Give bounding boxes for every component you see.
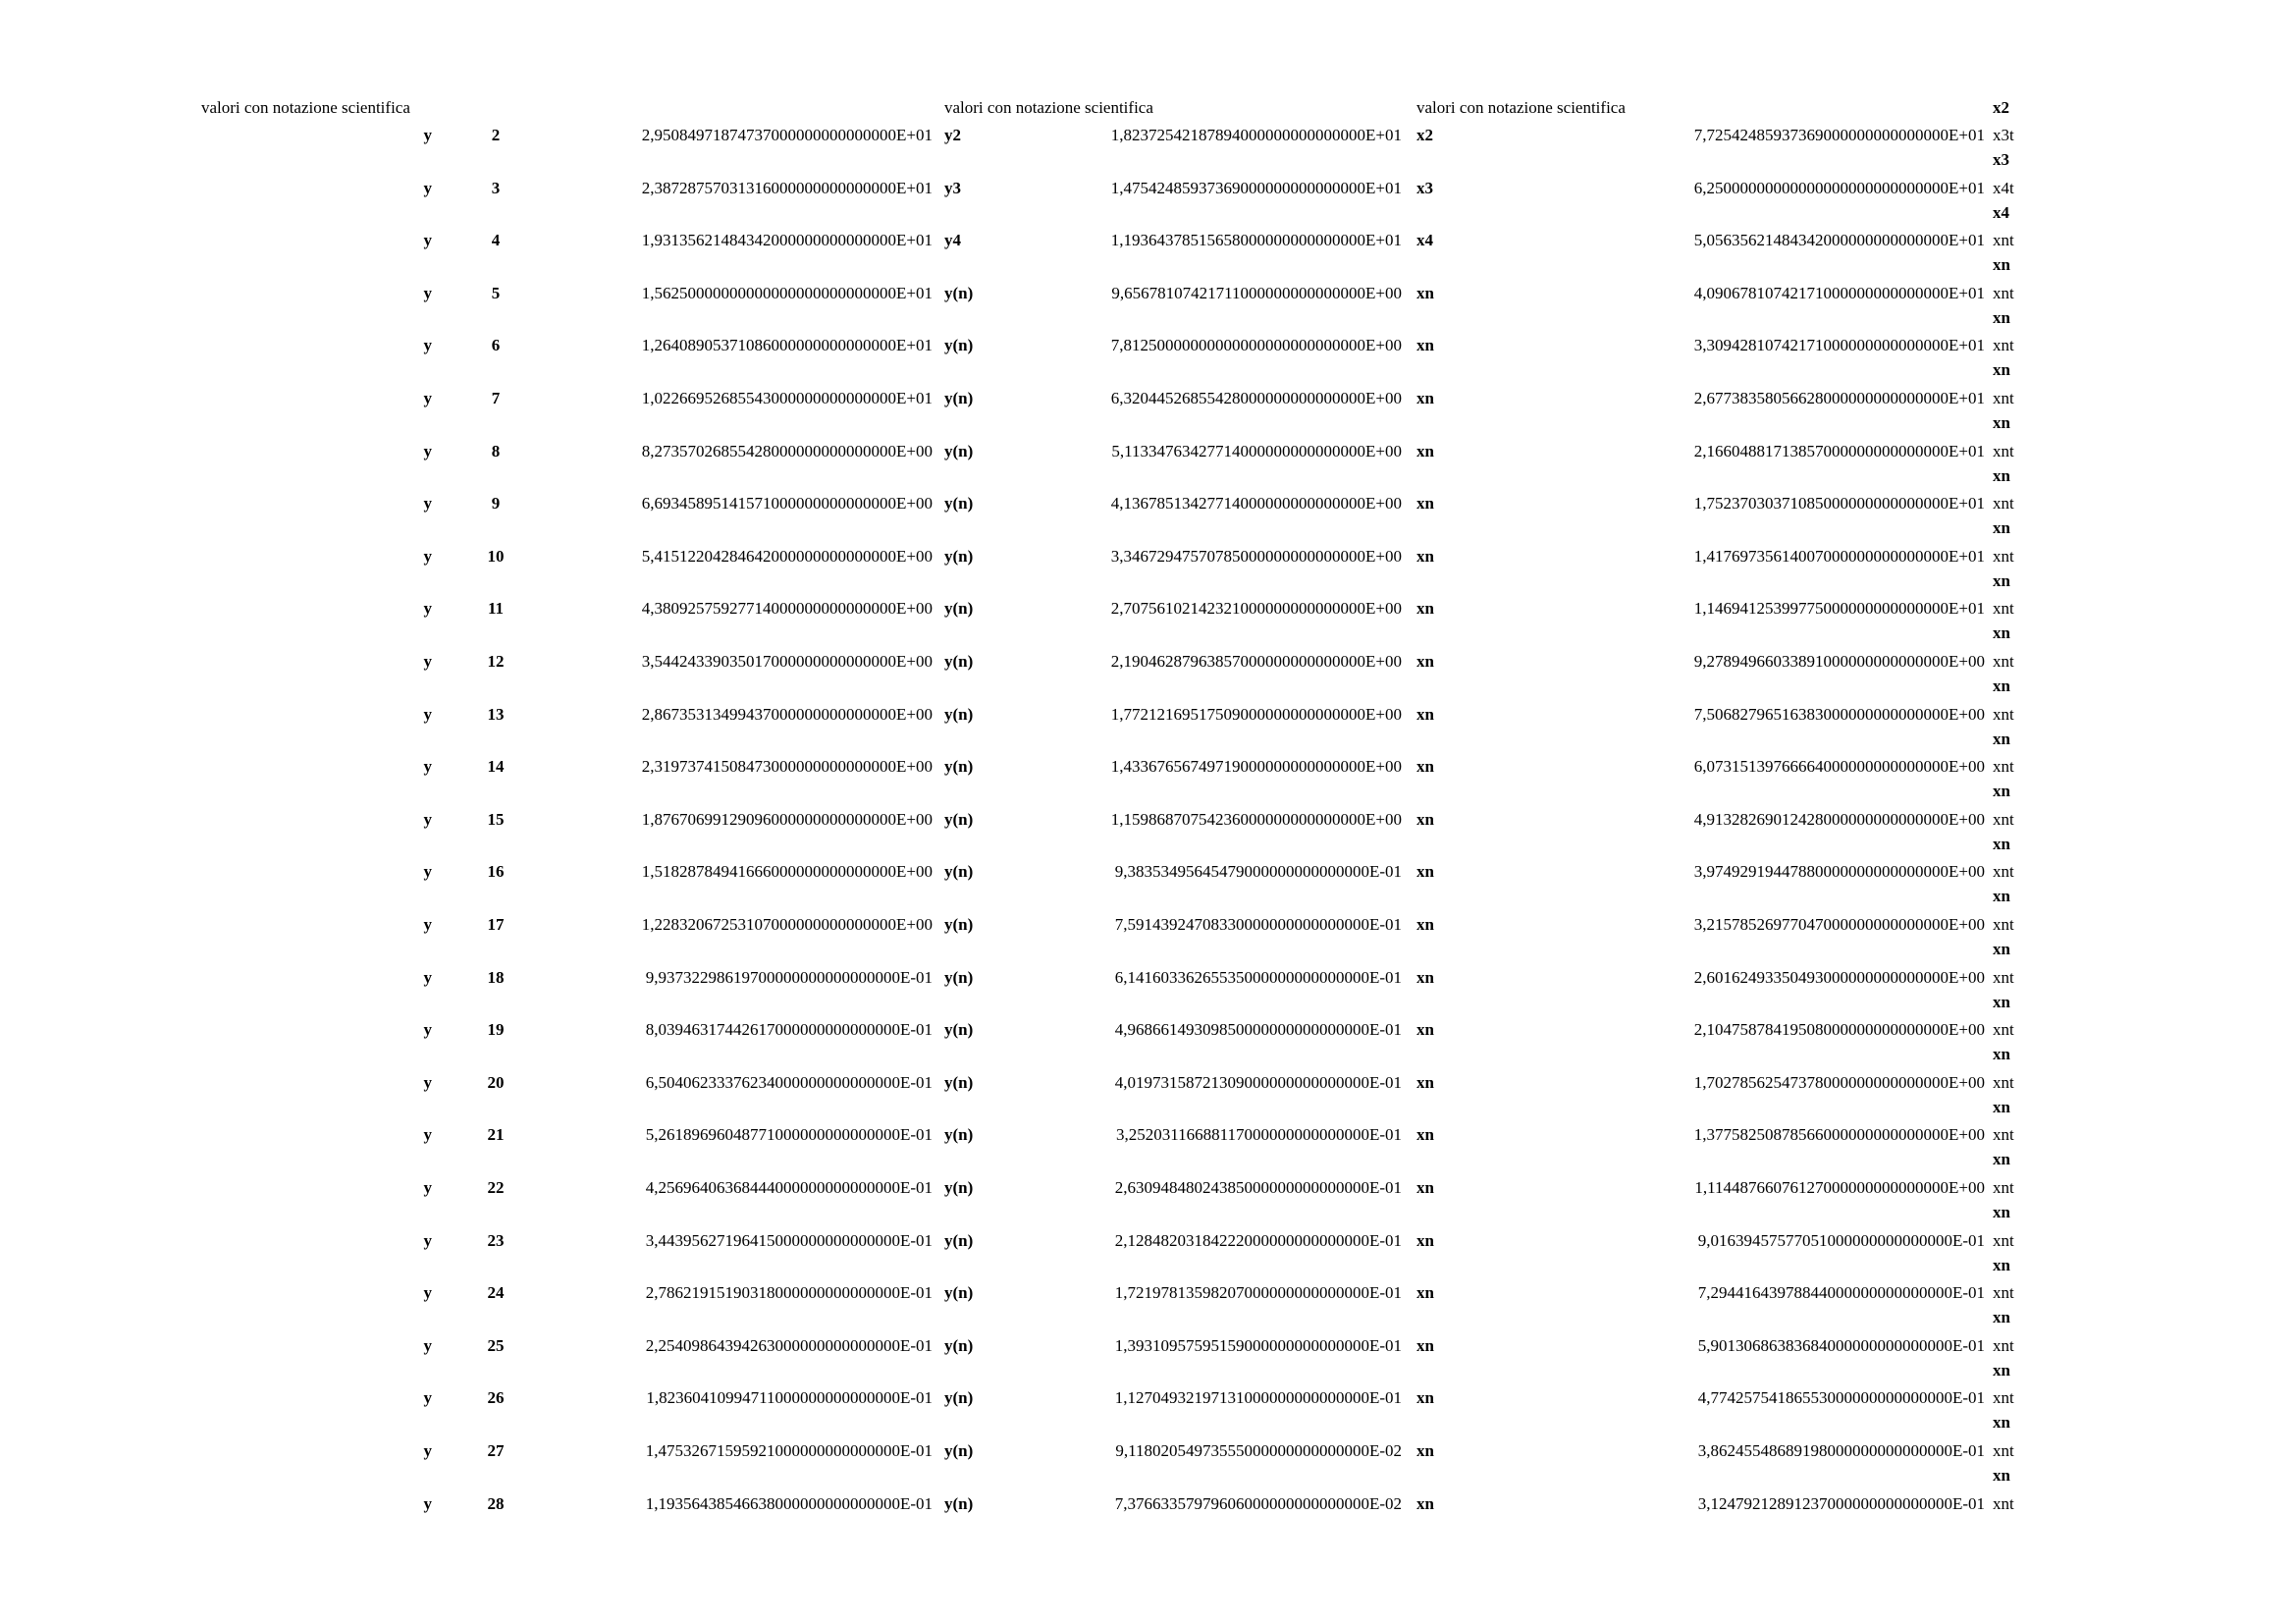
value-column-2: 1,72197813598207000000000000000E-01 [1114,1283,1402,1302]
value-column-1: 5,26189696048771000000000000000E-01 [645,1125,933,1144]
label-column-4-next: xn [1993,940,2010,958]
label-column-4: xnt [1993,1020,2014,1039]
value-column-1: 1,93135621484342000000000000000E+01 [641,231,933,249]
value-column-2: 2,19046287963857000000000000000E+00 [1110,652,1402,671]
label-column-4: xnt [1993,915,2014,934]
value-column-1: 1,87670699129096000000000000000E+00 [641,810,933,829]
label-column-3: xn [1416,494,1434,513]
value-column-3: 2,60162493350493000000000000000E+00 [1693,968,1985,987]
value-column-1: 1,22832067253107000000000000000E+00 [641,915,933,934]
value-column-1: 1,82360410994711000000000000000E-01 [646,1388,933,1407]
label-column-3: xn [1416,1388,1434,1407]
row-index: 28 [487,1494,505,1513]
row-index: 7 [491,389,501,407]
value-column-3: 1,75237030371085000000000000000E+01 [1693,494,1985,513]
label-column-4-next: xn [1993,308,2010,327]
value-column-1: 2,31973741508473000000000000000E+00 [641,757,933,776]
value-column-1: 2,78621915190318000000000000000E-01 [645,1283,933,1302]
label-column-4: xnt [1993,810,2014,829]
label-column-4-next: xn [1993,413,2010,432]
value-column-3: 2,10475878419508000000000000000E+00 [1693,1020,1985,1039]
label-column-4: xnt [1993,389,2014,407]
label-column-4: x3t [1993,126,2014,144]
row-y-label: y [423,652,432,671]
value-column-2: 6,32044526855428000000000000000E+00 [1110,389,1402,407]
value-column-1: 1,47532671595921000000000000000E-01 [645,1441,933,1460]
label-column-2: y4 [944,231,961,249]
label-column-4: xnt [1993,1494,2014,1513]
row-index: 14 [487,757,505,776]
value-column-1: 8,03946317442617000000000000000E-01 [645,1020,933,1039]
label-column-4-next: xn [1993,782,2010,800]
label-column-3: xn [1416,336,1434,354]
label-column-4: xnt [1993,705,2014,724]
row-index: 2 [491,126,501,144]
label-column-3: xn [1416,1494,1434,1513]
row-y-label: y [423,284,432,302]
row-y-label: y [423,1494,432,1513]
label-column-4-next: x3 [1993,150,2009,169]
column-header-2: valori con notazione scientifica [944,98,1153,117]
label-column-3: xn [1416,652,1434,671]
label-column-3: xn [1416,599,1434,618]
label-column-3: xn [1416,757,1434,776]
label-column-2: y(n) [944,599,974,618]
value-column-1: 1,02266952685543000000000000000E+01 [641,389,933,407]
column-header-3: valori con notazione scientifica [1416,98,1626,117]
value-column-1: 8,27357026855428000000000000000E+00 [641,442,933,460]
value-column-3: 7,50682796516383000000000000000E+00 [1693,705,1985,724]
value-column-3: 9,27894966033891000000000000000E+00 [1693,652,1985,671]
row-index: 19 [487,1020,505,1039]
label-column-3: xn [1416,1020,1434,1039]
row-y-label: y [423,1441,432,1460]
label-column-4: xnt [1993,547,2014,566]
value-column-2: 1,82372542187894000000000000000E+01 [1110,126,1402,144]
label-column-3: xn [1416,1125,1434,1144]
label-column-4: xnt [1993,599,2014,618]
value-column-3: 3,86245548689198000000000000000E-01 [1697,1441,1985,1460]
row-index: 4 [491,231,501,249]
value-column-2: 1,43367656749719000000000000000E+00 [1110,757,1402,776]
row-y-label: y [423,705,432,724]
label-column-4-next: xn [1993,360,2010,379]
label-column-2: y(n) [944,1388,974,1407]
value-column-3: 3,30942810742171000000000000000E+01 [1693,336,1985,354]
value-column-3: 1,11448766076127000000000000000E+00 [1694,1178,1985,1197]
label-column-4: xnt [1993,336,2014,354]
label-column-3: xn [1416,389,1434,407]
row-y-label: y [423,1336,432,1355]
row-y-label: y [423,1231,432,1250]
row-index: 9 [491,494,501,513]
label-column-2: y(n) [944,915,974,934]
value-column-3: 7,29441643978844000000000000000E-01 [1697,1283,1985,1302]
label-column-2: y(n) [944,336,974,354]
label-column-3: xn [1416,915,1434,934]
label-column-4: xnt [1993,1073,2014,1092]
row-index: 18 [487,968,505,987]
row-y-label: y [423,599,432,618]
row-index: 21 [487,1125,505,1144]
value-column-2: 4,13678513427714000000000000000E+00 [1110,494,1402,513]
label-column-4-next: xn [1993,1045,2010,1063]
value-column-3: 6,07315139766664000000000000000E+00 [1693,757,1985,776]
value-column-1: 2,38728757031316000000000000000E+01 [641,179,933,197]
value-column-2: 7,81250000000000000000000000000E+00 [1110,336,1402,354]
label-column-2: y(n) [944,810,974,829]
label-column-3: x2 [1416,126,1433,144]
value-column-3: 5,90130686383684000000000000000E-01 [1697,1336,1985,1355]
value-column-2: 4,96866149309850000000000000000E-01 [1114,1020,1402,1039]
value-column-2: 4,01973158721309000000000000000E-01 [1114,1073,1402,1092]
label-column-2: y(n) [944,1494,974,1513]
label-column-2: y(n) [944,1125,974,1144]
value-column-2: 9,11802054973555000000000000000E-02 [1115,1441,1402,1460]
label-column-4: xnt [1993,1125,2014,1144]
value-column-2: 3,34672947570785000000000000000E+00 [1110,547,1402,566]
row-index: 13 [487,705,505,724]
label-column-4-next: xn [1993,255,2010,274]
label-column-3: xn [1416,968,1434,987]
label-column-2: y(n) [944,1020,974,1039]
row-y-label: y [423,442,432,460]
label-column-2: y(n) [944,968,974,987]
label-column-2: y(n) [944,652,974,671]
value-column-3: 7,72542485937369000000000000000E+01 [1693,126,1985,144]
label-column-2: y(n) [944,284,974,302]
value-column-3: 3,12479212891237000000000000000E-01 [1697,1494,1985,1513]
label-column-4-next: xn [1993,676,2010,695]
label-column-4: xnt [1993,442,2014,460]
label-column-4: x4t [1993,179,2014,197]
label-column-4-next: xn [1993,887,2010,905]
label-column-4: xnt [1993,284,2014,302]
label-column-2: y(n) [944,1073,974,1092]
label-column-4: xnt [1993,1178,2014,1197]
label-column-3: xn [1416,705,1434,724]
label-column-4-next: xn [1993,1308,2010,1326]
label-column-3: x4 [1416,231,1433,249]
value-column-2: 6,14160336265535000000000000000E-01 [1114,968,1402,987]
row-y-label: y [423,968,432,987]
row-y-label: y [423,1388,432,1407]
value-column-3: 3,21578526977047000000000000000E+00 [1693,915,1985,934]
row-y-label: y [423,494,432,513]
label-column-3: xn [1416,442,1434,460]
row-index: 12 [487,652,505,671]
value-column-1: 4,38092575927714000000000000000E+00 [641,599,933,618]
label-column-4-next: xn [1993,835,2010,853]
label-column-4-next: xn [1993,1361,2010,1380]
label-column-4-next: xn [1993,623,2010,642]
value-column-2: 3,25203116688117000000000000000E-01 [1115,1125,1402,1144]
label-column-2: y(n) [944,389,974,407]
row-y-label: y [423,1178,432,1197]
value-column-1: 3,54424339035017000000000000000E+00 [641,652,933,671]
value-column-2: 1,12704932197131000000000000000E-01 [1114,1388,1402,1407]
label-column-3: xn [1416,1441,1434,1460]
row-index: 17 [487,915,505,934]
value-column-2: 1,77212169517509000000000000000E+00 [1110,705,1402,724]
value-column-3: 4,09067810742171000000000000000E+01 [1693,284,1985,302]
label-column-4-next: xn [1993,1466,2010,1485]
value-column-3: 2,16604881713857000000000000000E+01 [1693,442,1985,460]
value-column-1: 6,50406233376234000000000000000E-01 [645,1073,933,1092]
label-column-2: y(n) [944,1231,974,1250]
value-column-1: 1,56250000000000000000000000000E+01 [641,284,933,302]
label-column-4: xnt [1993,494,2014,513]
label-column-4: xnt [1993,231,2014,249]
value-column-1: 5,41512204284642000000000000000E+00 [641,547,933,566]
row-index: 25 [487,1336,505,1355]
row-index: 3 [491,179,501,197]
row-y-label: y [423,757,432,776]
value-column-1: 9,93732298619700000000000000000E-01 [645,968,933,987]
label-column-4-next: xn [1993,466,2010,485]
label-column-3: xn [1416,810,1434,829]
label-column-4: xnt [1993,968,2014,987]
value-column-3: 1,70278562547378000000000000000E+00 [1693,1073,1985,1092]
row-y-label: y [423,126,432,144]
label-column-4: xnt [1993,862,2014,881]
row-y-label: y [423,389,432,407]
row-index: 24 [487,1283,505,1302]
label-column-2: y(n) [944,547,974,566]
label-column-4-next: x4 [1993,203,2009,222]
label-column-2: y(n) [944,862,974,881]
label-column-2: y(n) [944,1178,974,1197]
value-column-3: 4,91328269012428000000000000000E+00 [1693,810,1985,829]
label-column-3: xn [1416,547,1434,566]
label-column-2: y(n) [944,1441,974,1460]
label-column-4-next: xn [1993,518,2010,537]
row-index: 16 [487,862,505,881]
label-column-4: xnt [1993,1336,2014,1355]
label-column-2: y3 [944,179,961,197]
value-column-2: 2,63094848024385000000000000000E-01 [1114,1178,1402,1197]
row-index: 5 [491,284,501,302]
label-column-4-next: xn [1993,730,2010,748]
value-column-2: 5,11334763427714000000000000000E+00 [1111,442,1402,460]
value-column-1: 1,26408905371086000000000000000E+01 [641,336,933,354]
value-column-3: 1,37758250878566000000000000000E+00 [1693,1125,1985,1144]
row-y-label: y [423,547,432,566]
label-column-4-next: xn [1993,1413,2010,1432]
label-column-2: y(n) [944,1283,974,1302]
row-y-label: y [423,231,432,249]
label-column-4-next: xn [1993,1098,2010,1116]
column-header-4: x2 [1993,98,2009,117]
label-column-3: xn [1416,1336,1434,1355]
row-y-label: y [423,1020,432,1039]
value-column-2: 1,19364378515658000000000000000E+01 [1110,231,1402,249]
value-column-3: 1,14694125399775000000000000000E+01 [1693,599,1985,618]
row-y-label: y [423,915,432,934]
label-column-4: xnt [1993,1231,2014,1250]
value-column-3: 5,05635621484342000000000000000E+01 [1693,231,1985,249]
column-header-1: valori con notazione scientifica [201,98,410,117]
label-column-4: xnt [1993,757,2014,776]
label-column-3: xn [1416,1231,1434,1250]
row-y-label: y [423,179,432,197]
label-column-2: y(n) [944,1336,974,1355]
row-y-label: y [423,862,432,881]
value-column-3: 4,77425754186553000000000000000E-01 [1697,1388,1985,1407]
row-y-label: y [423,1125,432,1144]
label-column-4: xnt [1993,1441,2014,1460]
row-index: 8 [491,442,501,460]
label-column-3: x3 [1416,179,1433,197]
label-column-4: xnt [1993,1283,2014,1302]
value-column-2: 2,12848203184222000000000000000E-01 [1114,1231,1402,1250]
label-column-3: xn [1416,1178,1434,1197]
value-column-3: 3,97492919447880000000000000000E+00 [1693,862,1985,881]
row-index: 23 [487,1231,505,1250]
value-column-3: 1,41769735614007000000000000000E+01 [1693,547,1985,566]
label-column-4: xnt [1993,1388,2014,1407]
row-y-label: y [423,1073,432,1092]
value-column-3: 9,01639457577051000000000000000E-01 [1697,1231,1985,1250]
row-y-label: y [423,810,432,829]
value-column-1: 1,51828784941666000000000000000E+00 [641,862,933,881]
value-column-2: 9,65678107421711000000000000000E+00 [1111,284,1402,302]
value-column-2: 2,70756102142321000000000000000E+00 [1110,599,1402,618]
value-column-2: 7,59143924708330000000000000000E-01 [1114,915,1402,934]
row-y-label: y [423,1283,432,1302]
value-column-1: 6,69345895141571000000000000000E+00 [641,494,933,513]
row-index: 6 [491,336,501,354]
label-column-3: xn [1416,862,1434,881]
label-column-4-next: xn [1993,993,2010,1011]
value-column-1: 2,25409864394263000000000000000E-01 [645,1336,933,1355]
label-column-2: y(n) [944,442,974,460]
value-column-3: 2,67738358056628000000000000000E+01 [1693,389,1985,407]
row-index: 27 [487,1441,505,1460]
label-column-4-next: xn [1993,571,2010,590]
label-column-3: xn [1416,1073,1434,1092]
value-column-3: 6,25000000000000000000000000000E+01 [1693,179,1985,197]
value-column-1: 3,44395627196415000000000000000E-01 [645,1231,933,1250]
label-column-2: y2 [944,126,961,144]
label-column-3: xn [1416,284,1434,302]
value-column-1: 4,25696406368444000000000000000E-01 [645,1178,933,1197]
value-column-2: 1,15986870754236000000000000000E+00 [1110,810,1402,829]
row-index: 15 [487,810,505,829]
row-index: 20 [487,1073,505,1092]
label-column-4-next: xn [1993,1256,2010,1274]
value-column-1: 2,86735313499437000000000000000E+00 [641,705,933,724]
value-column-2: 9,38353495645479000000000000000E-01 [1114,862,1402,881]
value-column-2: 7,37663357979606000000000000000E-02 [1114,1494,1402,1513]
value-column-1: 2,95084971874737000000000000000E+01 [641,126,933,144]
label-column-4-next: xn [1993,1203,2010,1221]
row-index: 22 [487,1178,505,1197]
label-column-4: xnt [1993,652,2014,671]
label-column-4-next: xn [1993,1150,2010,1168]
row-index: 26 [487,1388,505,1407]
label-column-2: y(n) [944,494,974,513]
label-column-3: xn [1416,1283,1434,1302]
value-column-2: 1,47542485937369000000000000000E+01 [1110,179,1402,197]
row-y-label: y [423,336,432,354]
row-index: 11 [487,599,505,618]
value-column-1: 1,19356438546638000000000000000E-01 [645,1494,933,1513]
label-column-2: y(n) [944,705,974,724]
label-column-2: y(n) [944,757,974,776]
row-index: 10 [487,547,505,566]
value-column-2: 1,39310957595159000000000000000E-01 [1114,1336,1402,1355]
